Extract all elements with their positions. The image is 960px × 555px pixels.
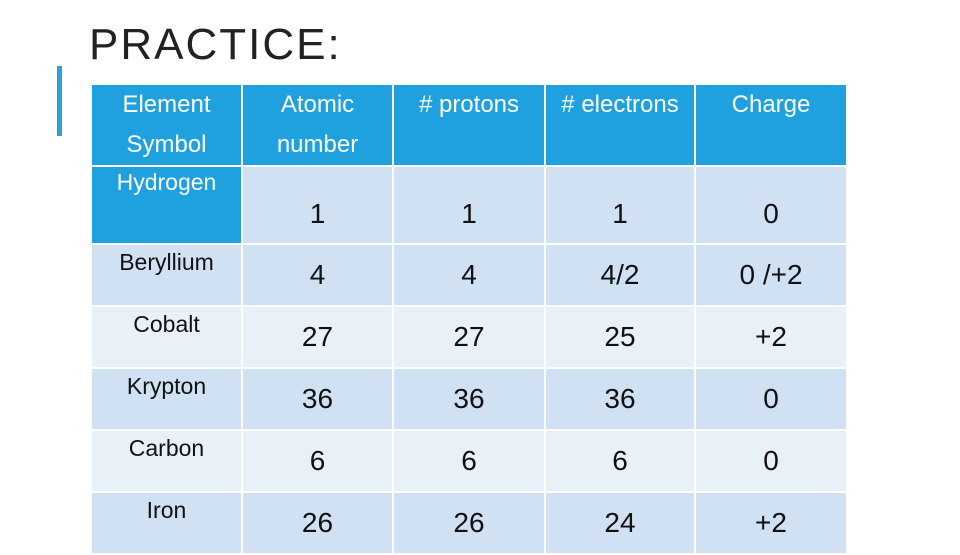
cell-charge: +2 xyxy=(695,492,847,554)
header-electrons: # electrons xyxy=(545,84,695,166)
cell-charge: 0 xyxy=(695,430,847,492)
cell-atomic-number: 26 xyxy=(242,492,393,554)
table-row xyxy=(91,430,847,492)
table-header-row xyxy=(91,84,847,166)
header-atomic-number: Atomic number xyxy=(242,84,393,166)
header-element-symbol: Element Symbol xyxy=(91,84,242,166)
cell-element: Hydrogen xyxy=(91,166,242,244)
cell-protons: 4 xyxy=(393,244,545,306)
cell-electrons: 36 xyxy=(545,368,695,430)
cell-element: Carbon xyxy=(91,430,242,492)
cell-protons: 1 xyxy=(393,166,545,244)
cell-electrons: 4/2 xyxy=(545,244,695,306)
cell-element: Krypton xyxy=(91,368,242,430)
cell-element: Beryllium xyxy=(91,244,242,306)
header-protons: # protons xyxy=(393,84,545,166)
cell-protons: 27 xyxy=(393,306,545,368)
title-accent-bar xyxy=(57,66,62,136)
cell-atomic-number: 1 xyxy=(242,166,393,244)
cell-protons: 36 xyxy=(393,368,545,430)
practice-table xyxy=(90,83,848,555)
table-row xyxy=(91,492,847,554)
cell-charge: 0 xyxy=(695,368,847,430)
cell-charge: 0 /+2 xyxy=(695,244,847,306)
table-row xyxy=(91,306,847,368)
cell-protons: 26 xyxy=(393,492,545,554)
cell-electrons: 24 xyxy=(545,492,695,554)
table-row xyxy=(91,166,847,244)
cell-protons: 6 xyxy=(393,430,545,492)
cell-electrons: 6 xyxy=(545,430,695,492)
header-charge: Charge xyxy=(695,84,847,166)
table-row xyxy=(91,368,847,430)
cell-atomic-number: 27 xyxy=(242,306,393,368)
table-row xyxy=(91,244,847,306)
cell-element: Cobalt xyxy=(91,306,242,368)
cell-electrons: 25 xyxy=(545,306,695,368)
cell-atomic-number: 36 xyxy=(242,368,393,430)
page-title: PRACTICE: xyxy=(89,20,342,69)
cell-electrons: 1 xyxy=(545,166,695,244)
cell-element: Iron xyxy=(91,492,242,554)
cell-atomic-number: 4 xyxy=(242,244,393,306)
cell-charge: 0 xyxy=(695,166,847,244)
cell-atomic-number: 6 xyxy=(242,430,393,492)
cell-charge: +2 xyxy=(695,306,847,368)
